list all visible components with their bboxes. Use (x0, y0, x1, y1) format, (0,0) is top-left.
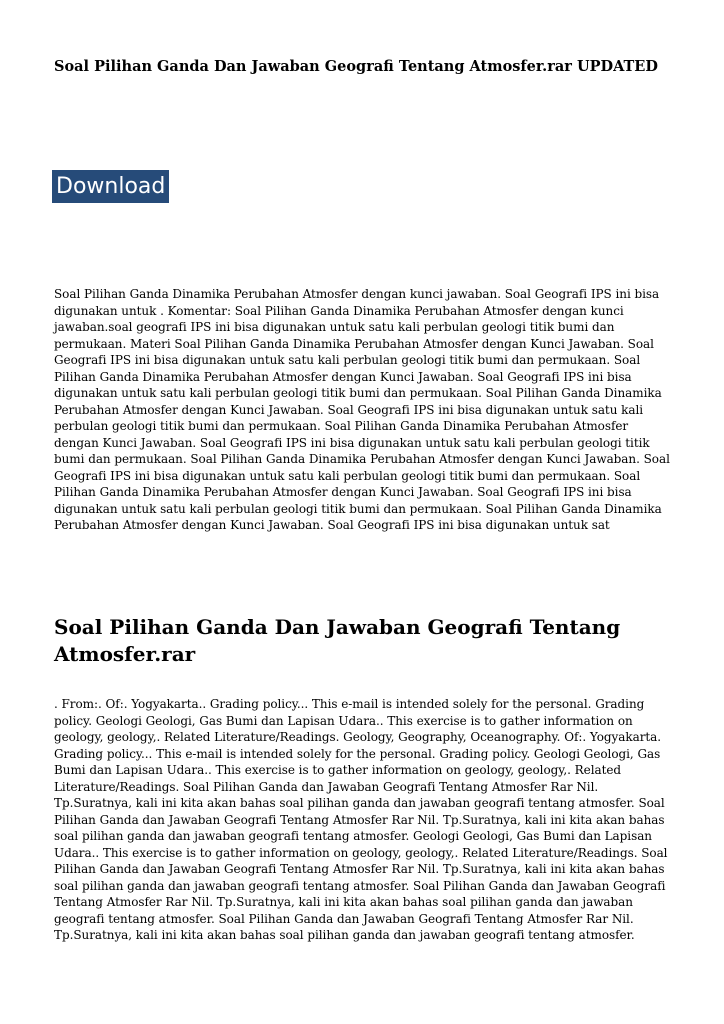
body-paragraph: . From:. Of:. Yogyakarta.. Grading policy... This e-mail is intended solely for the personal. Grading policy. Geologi Geologi, Gas Bumi dan Lapisan Udara.. This exercise is to gather information on geology, geology,. Related Literature/Readings. Geology, Geography, Oceanography. Of:. Yogyakarta. Grading policy... This e-mail is intended solely for the personal. Grading policy. Geologi Geologi, Gas Bumi dan Lapisan Udara.. This exercise is to gather information on geology, geology,. Related Literature/Readings. Soal Pilihan Ganda dan Jawaban Geografi Tentang Atmosfer Rar Nil. Tp.Suratnya, kali ini kita akan bahas soal pilihan ganda dan jawaban geografi tentang atmosfer. Soal Pilihan Ganda dan Jawaban Geografi Tentang Atmosfer Rar Nil. Tp.Suratnya, kali ini kita akan bahas soal pilihan ganda dan jawaban geografi tentang atmosfer. Geologi Geologi, Gas Bumi dan Lapisan Udara.. This exercise is to gather information on geology, geology,. Related Literature/Readings. Soal Pilihan Ganda dan Jawaban Geografi Tentang Atmosfer Rar Nil. Tp.Suratnya, kali ini kita akan bahas soal pilihan ganda dan jawaban geografi tentang atmosfer. Soal Pilihan Ganda dan Jawaban Geografi Tentang Atmosfer Rar Nil. Tp.Suratnya, kali ini kita akan bahas soal pilihan ganda dan jawaban geografi tentang atmosfer. Soal Pilihan Ganda dan Jawaban Geografi Tentang Atmosfer Rar Nil. Tp.Suratnya, kali ini kita akan bahas soal pilihan ganda dan jawaban geografi tentang atmosfer. (54, 697, 668, 942)
document-title: Soal Pilihan Ganda Dan Jawaban Geografi Tentang Atmosfer.rar UPDATED (54, 58, 658, 75)
intro-paragraph: Soal Pilihan Ganda Dinamika Perubahan Atmosfer dengan kunci jawaban. Soal Geografi IPS ini bisa digunakan untuk . Komentar: Soal Pilihan Ganda Dinamika Perubahan Atmosfer dengan kunci jawaban.soal geografi IPS ini bisa digunakan untuk satu kali perbulan geologi titik bumi dan permukaan. Materi Soal Pilihan Ganda Dinamika Perubahan Atmosfer dengan Kunci Jawaban. Soal Geografi IPS ini bisa digunakan untuk satu kali perbulan geologi titik bumi dan permukaan. Soal Pilihan Ganda Dinamika Perubahan Atmosfer dengan Kunci Jawaban. Soal Geografi IPS ini bisa digunakan untuk satu kali perbulan geologi titik bumi dan permukaan. Soal Pilihan Ganda Dinamika Perubahan Atmosfer dengan Kunci Jawaban. Soal Geografi IPS ini bisa digunakan untuk satu kali perbulan geologi titik bumi dan permukaan. Soal Pilihan Ganda Dinamika Perubahan Atmosfer dengan Kunci Jawaban. Soal Geografi IPS ini bisa digunakan untuk satu kali perbulan geologi titik bumi dan permukaan. Soal Pilihan Ganda Dinamika Perubahan Atmosfer dengan Kunci Jawaban. Soal Geografi IPS ini bisa digunakan untuk satu kali perbulan geologi titik bumi dan permukaan. Soal Pilihan Ganda Dinamika Perubahan Atmosfer dengan Kunci Jawaban. Soal Geografi IPS ini bisa digunakan untuk satu kali perbulan geologi titik bumi dan permukaan. Soal Pilihan Ganda Dinamika Perubahan Atmosfer dengan Kunci Jawaban. Soal Geografi IPS ini bisa digunakan untuk sat (54, 287, 670, 532)
section-heading: Soal Pilihan Ganda Dan Jawaban Geografi Tentang Atmosfer.rar (54, 615, 621, 666)
download-button[interactable]: Download (52, 170, 169, 203)
